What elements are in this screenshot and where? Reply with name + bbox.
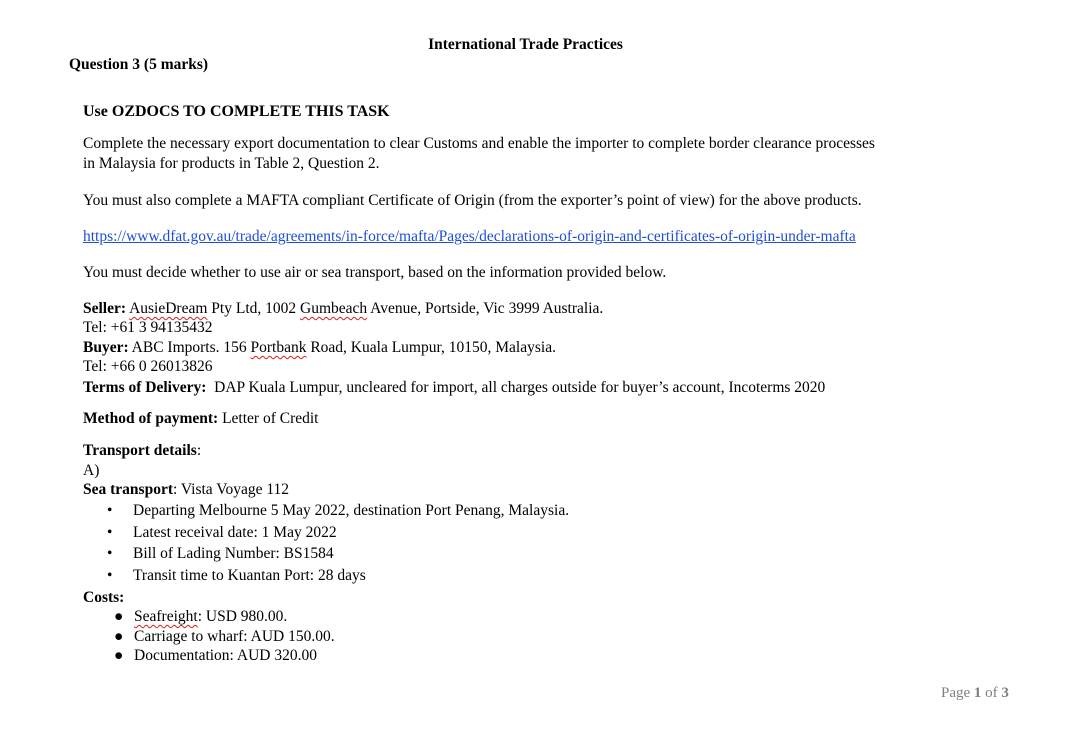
seller-line	[83, 299, 603, 319]
transport-label: Transport details	[83, 442, 197, 459]
cost-item-value: : USD 980.00.	[197, 608, 288, 625]
list-item	[114, 607, 287, 627]
payment-line	[83, 409, 318, 429]
bullet-icon: ●	[114, 647, 124, 664]
transport-option: A)	[83, 462, 100, 479]
payment-label: Method of payment:	[83, 410, 219, 427]
costs-heading: Costs:	[83, 589, 125, 606]
bullet-icon: ●	[114, 628, 124, 645]
payment-value: Letter of Credit	[218, 410, 319, 427]
list-item-text: Transit time to Kuantan Port: 28 days	[133, 567, 366, 584]
page-total: 3	[1001, 685, 1009, 701]
page-number	[941, 685, 1009, 702]
sea-transport-value: : Vista Voyage 112	[172, 481, 290, 498]
sea-transport-label: Sea transport	[83, 481, 173, 498]
seller-label: Seller:	[83, 300, 127, 317]
bullet-icon: ●	[114, 608, 124, 625]
certificate-instruction: You must also complete a MAFTA compliant Certificate of Origin (from the exporter’s point of view) for the above products.	[83, 192, 862, 209]
list-item	[107, 544, 334, 564]
seller-mid: Pty Ltd, 1002	[207, 300, 300, 317]
list-item-text: Latest receival date: 1 May 2022	[133, 524, 337, 541]
transport-details-heading	[83, 441, 201, 461]
list-item	[107, 566, 366, 586]
question-heading: Question 3 (5 marks)	[69, 56, 209, 73]
buyer-street: Portbank	[250, 339, 307, 356]
bullet-icon: •	[107, 502, 113, 519]
instruction-paragraph-line-1: Complete the necessary export documentation to clear Customs and enable the importer to complete border clearance processes	[83, 135, 875, 152]
list-item	[114, 627, 335, 647]
sea-transport-line	[83, 480, 289, 500]
buyer-address-rest: Road, Kuala Lumpur, 10150, Malaysia.	[306, 339, 556, 356]
of-word: of	[981, 685, 1002, 701]
bullet-icon: •	[107, 567, 113, 584]
buyer-pre: ABC Imports. 156	[128, 339, 251, 356]
transport-instruction: You must decide whether to use air or sea transport, based on the information provided below.	[83, 264, 667, 281]
buyer-tel: Tel: +66 0 26013826	[83, 358, 213, 375]
seller-name: AusieDream	[129, 300, 208, 317]
cost-item-name: Seafreight	[134, 608, 198, 625]
list-item	[107, 523, 337, 543]
bullet-icon: •	[107, 545, 113, 562]
seller-address-rest: Avenue, Portside, Vic 3999 Australia.	[367, 300, 604, 317]
buyer-line	[83, 338, 556, 358]
list-item	[114, 646, 317, 666]
bullet-icon: •	[107, 524, 113, 541]
terms-value: DAP Kuala Lumpur, uncleared for import, all charges outside for buyer’s account, Incoterms 2020	[206, 379, 826, 396]
terms-label: Terms of Delivery:	[83, 379, 207, 396]
seller-tel: Tel: +61 3 94135432	[83, 319, 213, 336]
mafta-link[interactable]: https://www.dfat.gov.au/trade/agreements/in-force/mafta/Pages/declarations-of-origin-and-certificates-of-origin-under-mafta	[83, 228, 856, 245]
seller-street: Gumbeach	[300, 300, 368, 317]
instruction-paragraph-line-2: in Malaysia for products in Table 2, Question 2.	[83, 155, 380, 172]
transport-colon: :	[196, 442, 202, 459]
document-title: International Trade Practices	[428, 36, 623, 53]
list-item	[107, 501, 569, 521]
buyer-label: Buyer:	[83, 339, 129, 356]
cost-item-text: Carriage to wharf: AUD 150.00.	[134, 628, 335, 645]
cost-item-text: Documentation: AUD 320.00	[134, 647, 317, 664]
list-item-text: Departing Melbourne 5 May 2022, destination Port Penang, Malaysia.	[133, 502, 570, 519]
list-item-text: Bill of Lading Number: BS1584	[133, 545, 334, 562]
terms-line	[83, 378, 825, 398]
page-current: 1	[973, 685, 982, 701]
page-word: Page	[941, 685, 974, 701]
task-heading: Use OZDOCS TO COMPLETE THIS TASK	[83, 103, 390, 120]
